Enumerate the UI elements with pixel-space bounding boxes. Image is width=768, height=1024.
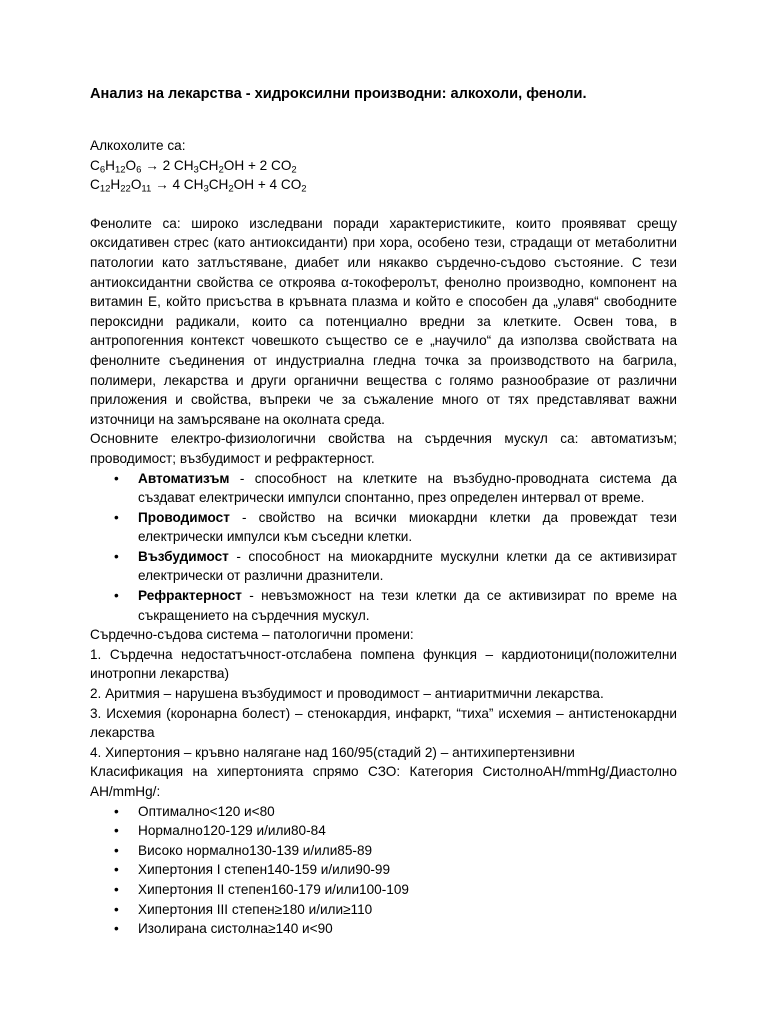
property-term: Рефрактерност	[138, 588, 242, 604]
property-term: Автоматизъм	[138, 470, 230, 486]
property-desc: - способност на клетките на възбудно-проводната система да създават електрически импулси спонтанно, през определен интервал от време.	[138, 470, 677, 506]
bullet-icon: •	[114, 842, 119, 858]
list-item: • Хипертония I степен140-159 и/или90-99	[90, 860, 677, 880]
property-desc: - невъзможност на тези клетки да се активизират по време на съкращението на сърдечния мускул.	[138, 588, 677, 623]
bullet-icon: •	[114, 548, 119, 564]
property-desc: - способност на миокардните мускулни клетки да се активизират електрически от различни дразнители.	[138, 548, 677, 584]
classification-intro: Класификация на хипертонията спрямо СЗО: Категория СистолноАН/mmHg/Диастолно АН/mmHg/:	[90, 764, 677, 799]
bullet-icon: •	[114, 509, 119, 525]
cardiac-properties-list	[90, 469, 677, 626]
list-item: • Хипертония II степен160-179 и/или100-109	[90, 880, 677, 900]
list-item: • Изолирана систолна≥140 и<90	[90, 919, 677, 939]
bullet-icon: •	[114, 862, 119, 878]
bullet-icon: •	[114, 803, 119, 819]
bullet-icon: •	[114, 823, 119, 839]
cv-heading: Сърдечно-съдова система – патологични промени:	[90, 627, 414, 643]
classification-list	[90, 802, 677, 939]
phenols-paragraph: Фенолите са: широко изследвани поради характеристиките, които проявяват срещу оксидативен стрес (като антиоксиданти) при хора, особено тези, страдащи от метаболитни патологии като затлъстяване, диабет или някакво сърдечно-съдово състояние. С тези антиоксидантни свойства се откроява α-токоферолът, фенолно производно, компонент на витамин Е, който присъства в кръвната плазма и който е способен да „улавя“ свободните пероксидни радикали, които са потенциално вредни за клетките. Освен това, в антропогенния контекст човешкото същество се е „научило“ да използва свойствата на фенолните съединения от индустриална гледна точка за производството на багрила, полимери, лекарства и други органични вещества с голямо разнообразие от различни приложения и свойства, въпреки че за съжаление много от тях представляват важни източници на замърсяване на околната среда.	[90, 215, 677, 427]
bullet-icon: •	[114, 921, 119, 937]
list-item	[90, 469, 677, 508]
property-term: Възбудимост	[138, 548, 229, 564]
property-term: Проводимост	[138, 509, 230, 525]
bullet-icon: •	[114, 901, 119, 917]
cardiac-intro: Основните електро-физиологични свойства на сърдечния мускул са: автоматизъм; проводимост; възбудимост и рефрактерност.	[90, 431, 677, 466]
list-item: • Високо нормално130-139 и/или85-89	[90, 841, 677, 861]
document-page	[90, 84, 677, 939]
list-item	[90, 508, 677, 547]
document-title: Анализ на лекарства - хидроксилни производни: алкохоли, феноли.	[90, 86, 587, 102]
pathology-item: 2. Аритмия – нарушена възбудимост и проводимост – антиаритмични лекарства.	[90, 686, 604, 702]
pathology-item: 3. Исхемия (коронарна болест) – стенокардия, инфаркт, “тиха” исхемия – антистенокардни лекарства	[90, 705, 677, 741]
bullet-icon: •	[114, 881, 119, 897]
list-item	[90, 586, 677, 625]
list-item	[90, 547, 677, 586]
list-item: • Оптимално<120 и<80	[90, 802, 677, 822]
property-desc: - свойство на всички миокардни клетки да провеждат тези електрически импулси към съседни клетки.	[138, 509, 677, 545]
pathology-item: 1. Сърдечна недостатъчност-отслабена помпена функция – кардиотоници(положителни инотропни лекарства)	[90, 646, 677, 682]
spacer	[90, 195, 677, 214]
equation-sucrose: $C_{12}H_{22}O_{11} \to 4$ $CH_3CH_2OH + 4$ $CO_2$	[90, 177, 307, 195]
equation-glucose: $C_6H_{12}O_6 \to 2$ $CH_3CH_2OH + 2$ $CO_2$	[90, 157, 297, 175]
list-item: • Хипертония III степен≥180 и/или≥110	[90, 900, 677, 920]
bullet-icon: •	[114, 588, 119, 604]
bullet-icon: •	[114, 470, 119, 486]
list-item: • Нормално120-129 и/или80-84	[90, 821, 677, 841]
alcohols-intro: Алкохолите са:	[90, 138, 186, 153]
pathology-item: 4. Хипертония – кръвно налягане над 160/95(стадий 2) – антихипертензивни	[90, 744, 575, 760]
